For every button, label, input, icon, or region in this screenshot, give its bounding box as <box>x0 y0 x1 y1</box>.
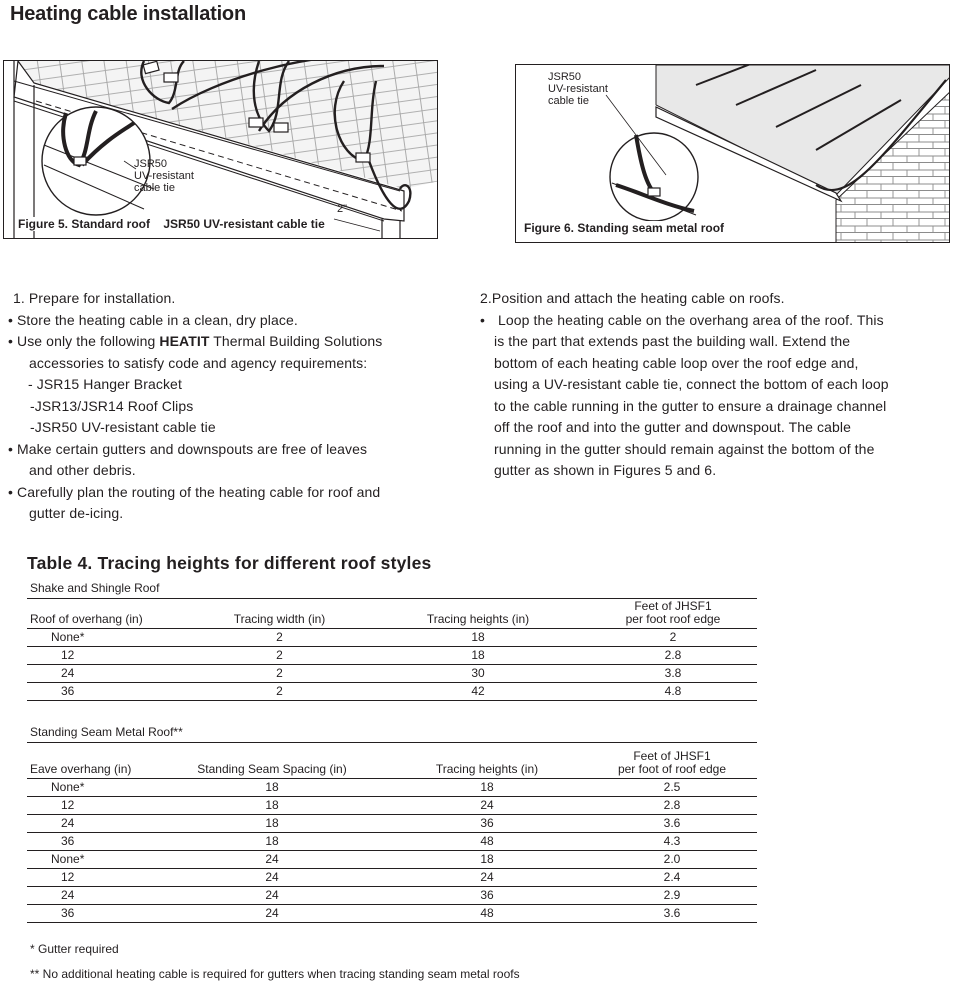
table-cell: 24 <box>265 852 279 866</box>
table-cell: 2 <box>276 630 283 644</box>
table-cell: 36 <box>61 684 75 698</box>
table-cell: 2.5 <box>663 780 681 794</box>
table-cell: 18 <box>265 780 279 794</box>
table-row <box>27 647 757 665</box>
footnote-no-additional-cable: ** No additional heating cable is required for gutters when tracing standing seam metal roofs <box>30 967 520 981</box>
roof-loop-instruction: • Loop the heating cable on the overhang area of the roof. This <box>480 310 950 332</box>
table-cell: 48 <box>480 906 494 920</box>
table-row <box>27 779 757 797</box>
table-row <box>27 887 757 905</box>
table-cell: 24 <box>61 666 75 680</box>
figure-6-caption: Figure 6. Standing seam metal roof <box>524 221 725 235</box>
table-cell: 42 <box>471 684 485 698</box>
roof-loop-instruction-line: bottom of each heating cable loop over the roof edge and, <box>494 354 859 371</box>
table-cell: 18 <box>480 852 494 866</box>
table-cell: 2.0 <box>663 852 681 866</box>
table-row <box>27 833 757 851</box>
table-cell: 48 <box>480 834 494 848</box>
table-row <box>27 905 757 923</box>
col-roof-overhang: Roof of overhang (in) <box>30 612 143 626</box>
table-4-title: Table 4. Tracing heights for different roof styles <box>27 553 432 573</box>
bullet-plan-routing-cont: gutter de-icing. <box>29 505 124 521</box>
prepare-installation-section <box>8 288 453 525</box>
accessory-item: - JSR15 Hanger Bracket <box>28 376 182 392</box>
figure-5-caption-right: JSR50 UV-resistant cable tie <box>163 217 325 231</box>
table-row <box>27 851 757 869</box>
table-cell: 12 <box>61 798 75 812</box>
table-row <box>27 629 757 647</box>
table-cell: 3.8 <box>664 666 682 680</box>
table-cell: 2.8 <box>663 798 681 812</box>
table-cell: 2.8 <box>664 648 682 662</box>
roof-loop-instruction-line: to the cable running in the gutter to ensure a drainage channel <box>494 397 887 414</box>
table-cell: 36 <box>480 888 494 902</box>
shingle-roof-table <box>27 598 757 701</box>
bullet-use-accessories: • Use only the following HEATIT Thermal Building Solutions <box>8 333 383 349</box>
table-cell: 18 <box>471 648 485 662</box>
figure-6-standing-seam-roof <box>515 64 950 243</box>
table-cell: 24 <box>265 906 279 920</box>
table-row <box>27 683 757 701</box>
brand-name: HEATIT <box>159 333 210 349</box>
roof-loop-instruction-line: running in the gutter should remain against the bottom of the <box>494 440 875 457</box>
step-2-heading: 2.Position and attach the heating cable on roofs. <box>480 290 785 306</box>
figure-5-standard-roof <box>3 60 438 239</box>
col-tracing-width: Tracing width (in) <box>233 612 326 626</box>
bullet-clear-gutters: • Make certain gutters and downspouts are free of leaves <box>8 440 368 457</box>
table-cell: 24 <box>265 888 279 902</box>
roof-loop-instruction-line: off the roof and into the gutter and downspout. The cable <box>494 419 851 435</box>
table-cell: 12 <box>61 648 75 662</box>
bullet-clear-gutters-cont: and other debris. <box>29 462 136 478</box>
roof-loop-instruction-line: using a UV-resistant cable tie, connect the bottom of each loop <box>494 376 889 392</box>
table-cell: 3.6 <box>663 906 681 920</box>
footnote-gutter-required: * Gutter required <box>30 942 119 956</box>
col-tracing-heights: Tracing heights (in) <box>435 762 539 776</box>
bullet-store-cable: • Store the heating cable in a clean, dry place. <box>8 311 298 328</box>
figure-5-caption <box>16 217 327 231</box>
figure-5-callout: JSR50 UV-resistant cable tie <box>134 158 194 194</box>
roof-loop-instruction-line: is the part that extends past the building wall. Extend the <box>494 333 851 349</box>
table-cell: 18 <box>265 816 279 830</box>
table-cell: None* <box>51 852 85 866</box>
figure-5-dimension: 2" <box>337 203 348 215</box>
table-cell: 4.8 <box>664 684 682 698</box>
table-cell: 2 <box>276 666 283 680</box>
table-cell: 2 <box>276 684 283 698</box>
page-title: Heating cable installation <box>10 3 246 25</box>
table-row <box>27 869 757 887</box>
seam-roof-table <box>27 742 757 923</box>
accessory-item: -JSR13/JSR14 Roof Clips <box>30 397 194 414</box>
seam-roof-subtitle: Standing Seam Metal Roof** <box>30 725 183 739</box>
table-cell: None* <box>51 630 85 644</box>
col-eave-overhang: Eave overhang (in) <box>30 762 132 776</box>
table-cell: 12 <box>61 870 75 884</box>
table-cell: 18 <box>480 780 494 794</box>
table-cell: 36 <box>61 834 75 848</box>
table-cell: 36 <box>480 816 494 830</box>
table-cell: 2.4 <box>663 870 681 884</box>
bullet-use-accessories-cont: accessories to satisfy code and agency requirements: <box>29 354 368 371</box>
accessory-item: -JSR50 UV-resistant cable tie <box>30 419 216 435</box>
roof-loop-instruction-line: gutter as shown in Figures 5 and 6. <box>494 462 717 478</box>
col-feet-jhsf1: Feet of JHSF1 per foot of roof edge <box>617 749 727 776</box>
table-cell: 24 <box>61 888 75 902</box>
figure-5-caption-left: Figure 5. Standard roof <box>18 217 151 231</box>
table-cell: 2 <box>669 630 677 644</box>
table-cell: 2.9 <box>663 888 681 902</box>
shingle-roof-subtitle: Shake and Shingle Roof <box>30 581 160 595</box>
col-tracing-heights: Tracing heights (in) <box>426 612 530 626</box>
col-seam-spacing: Standing Seam Spacing (in) <box>197 762 347 776</box>
table-cell: 36 <box>61 906 75 920</box>
position-cable-section <box>480 288 950 482</box>
table-cell: 18 <box>265 834 279 848</box>
step-1-heading: 1. Prepare for installation. <box>13 290 176 306</box>
table-cell: None* <box>51 780 85 794</box>
table-cell: 24 <box>480 798 494 812</box>
table-cell: 24 <box>61 816 75 830</box>
table-cell: 24 <box>480 870 494 884</box>
table-cell: 3.6 <box>663 816 681 830</box>
bullet-marker: • <box>480 311 486 328</box>
table-cell: 18 <box>471 630 485 644</box>
table-row <box>27 815 757 833</box>
table-cell: 24 <box>265 870 279 884</box>
figure-6-callout: JSR50 UV-resistant cable tie <box>548 71 608 107</box>
table-cell: 18 <box>265 798 279 812</box>
table-row <box>27 797 757 815</box>
table-cell: 2 <box>276 648 283 662</box>
col-feet-jhsf1: Feet of JHSF1 per foot roof edge <box>625 599 721 626</box>
bullet-plan-routing: • Carefully plan the routing of the heating cable for roof and <box>8 483 381 500</box>
table-cell: 30 <box>471 666 485 680</box>
table-row <box>27 665 757 683</box>
standard-roof-illustration <box>4 61 438 239</box>
table-cell: 4.3 <box>663 834 681 848</box>
